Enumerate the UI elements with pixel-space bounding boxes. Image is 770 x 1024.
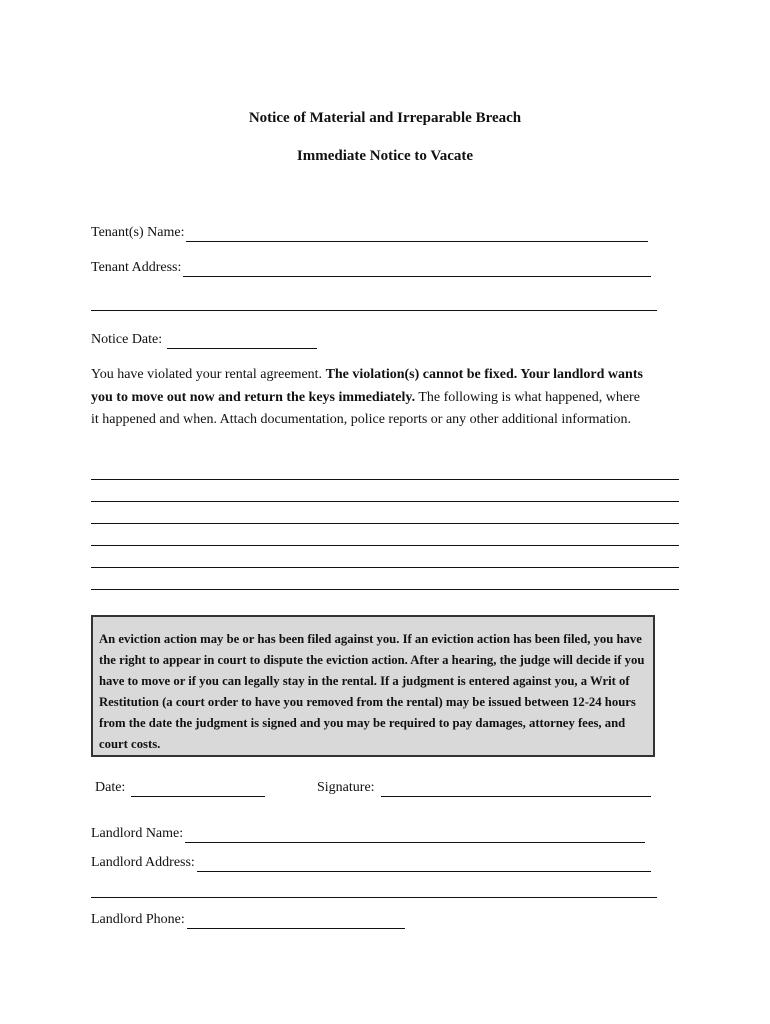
tenant-name-row	[91, 224, 648, 242]
tenant-address-field[interactable]	[183, 262, 651, 277]
date-field[interactable]	[131, 782, 265, 797]
description-line-3[interactable]	[91, 523, 679, 524]
eviction-notice-text: An eviction action may be or has been filed against you. If an eviction action has been filed, you have the right to appear in court to dispute the eviction action. After a hearing, the judge will decide if you have to move or if you can legally stay in the rental. If a judgment is entered against you, a Writ of Restitution (a court order to have you removed from the rental) may be issued between 12-24 hours from the date the judgment is signed and you may be required to pay damages, attorney fees, and court costs.	[99, 632, 645, 751]
notice-date-field[interactable]	[167, 334, 317, 349]
signature-label: Signature:	[317, 780, 375, 795]
landlord-phone-label: Landlord Phone:	[91, 912, 185, 927]
description-line-1[interactable]	[91, 479, 679, 480]
landlord-address-field[interactable]	[197, 857, 651, 872]
landlord-name-row	[91, 825, 645, 843]
document-title: Notice of Material and Irreparable Breach	[248, 110, 522, 126]
date-row	[95, 779, 265, 797]
description-line-2[interactable]	[91, 501, 679, 502]
notice-date-label: Notice Date:	[91, 332, 163, 347]
landlord-address-label: Landlord Address:	[91, 855, 195, 870]
date-label: Date:	[95, 780, 126, 795]
tenant-address-line-2[interactable]	[91, 310, 657, 311]
tenant-name-field[interactable]	[186, 227, 648, 242]
landlord-address-line-2[interactable]	[91, 897, 657, 898]
description-line-6[interactable]	[91, 589, 679, 590]
description-line-5[interactable]	[91, 567, 679, 568]
landlord-address-row	[91, 854, 651, 872]
landlord-phone-field[interactable]	[187, 914, 405, 929]
violation-paragraph	[91, 364, 651, 432]
eviction-notice-box	[91, 615, 655, 757]
paragraph-rest: The following is what happened, where it happened and when. Attach documentation, police reports or any other additional information.	[91, 389, 640, 427]
notice-date-row	[91, 331, 317, 349]
document-subtitle: Immediate Notice to Vacate	[296, 148, 474, 164]
tenant-address-label: Tenant Address:	[91, 260, 182, 275]
signature-field[interactable]	[381, 782, 651, 797]
tenant-name-label: Tenant(s) Name:	[91, 225, 185, 240]
paragraph-intro: You have violated your rental agreement.	[91, 367, 326, 382]
landlord-name-label: Landlord Name:	[91, 826, 184, 841]
landlord-phone-row	[91, 911, 405, 929]
landlord-name-field[interactable]	[185, 828, 645, 843]
tenant-address-row	[91, 259, 651, 277]
description-line-4[interactable]	[91, 545, 679, 546]
signature-row	[317, 779, 651, 797]
paragraph-bold: The violation(s) cannot be fixed. Your landlord wants you to move out now and return the keys immediately.	[91, 367, 643, 405]
